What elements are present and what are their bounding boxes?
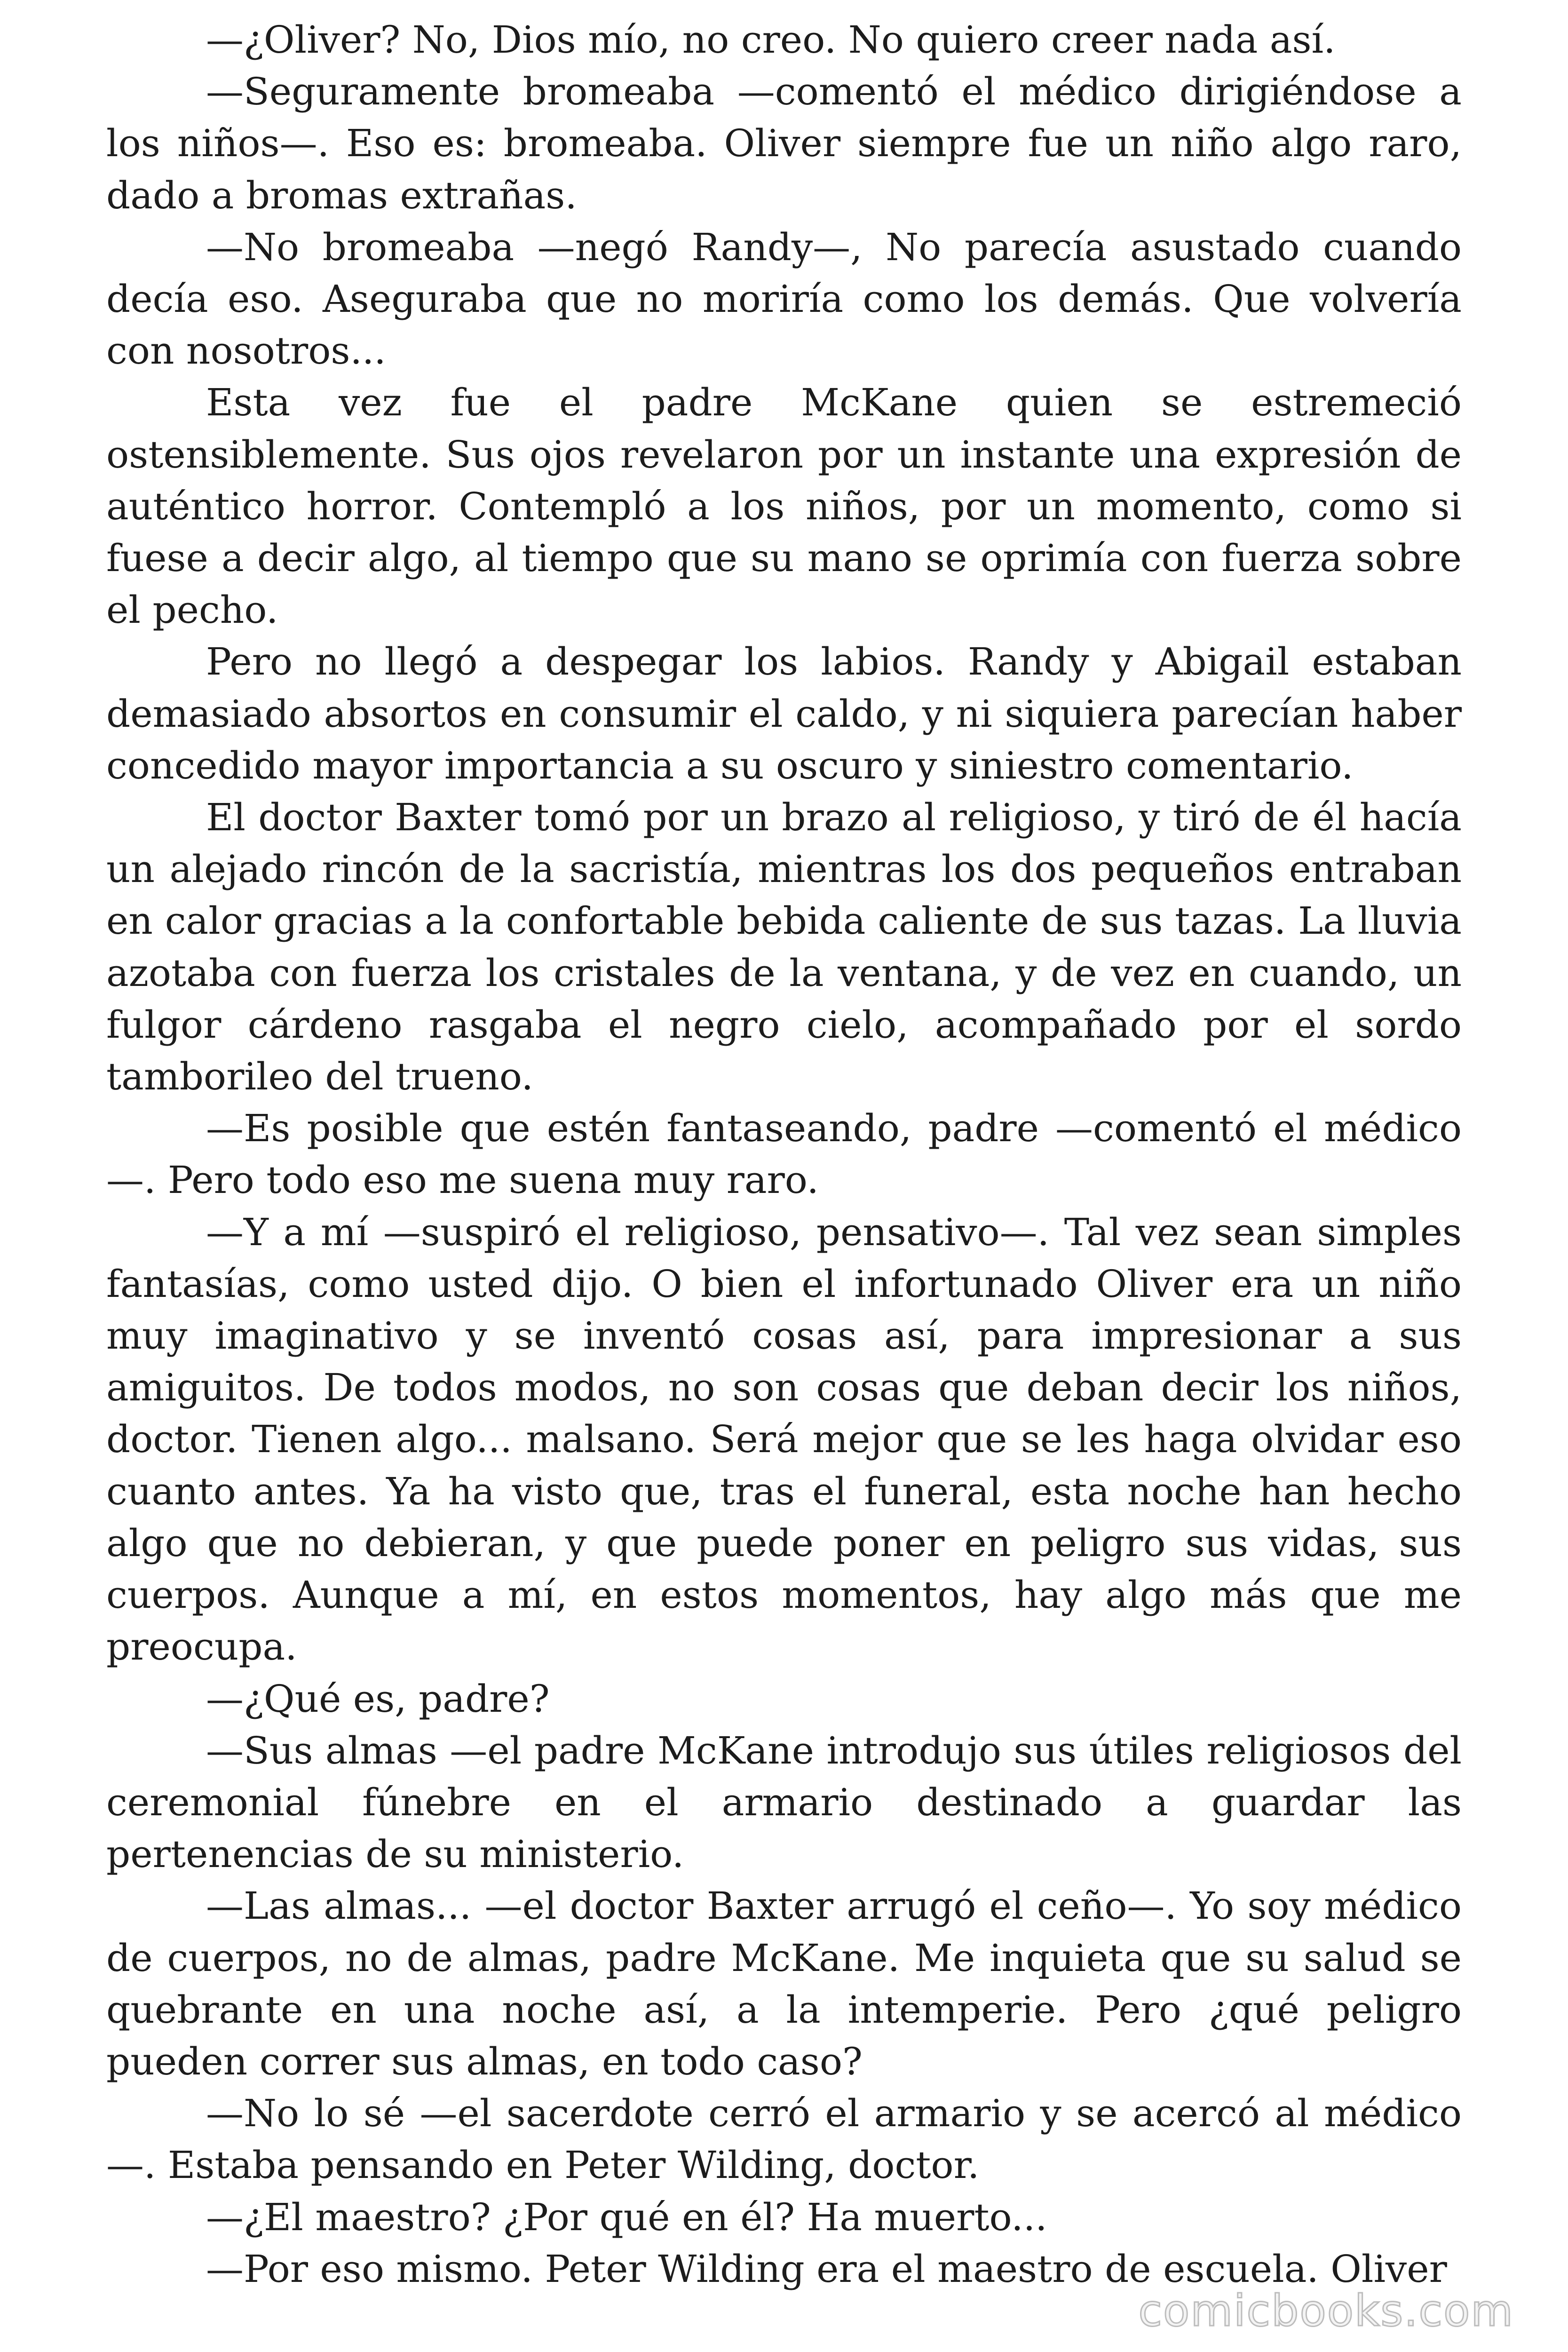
paragraph: —No bromeaba —negó Randy—, No parecía asustado cuando decía eso. Aseguraba que no moriría como los demás. Que volvería con nosotros... [106, 225, 1462, 373]
paragraph: —¿El maestro? ¿Por qué en él? Ha muerto... [206, 2195, 1047, 2239]
paragraph: —¿Oliver? No, Dios mío, no creo. No quiero creer nada así. [206, 18, 1336, 62]
paragraph: —Sus almas —el padre McKane introdujo sus útiles religiosos del ceremonial fúnebre en el armario destinado a guardar las pertenencias de su ministerio. [106, 1728, 1462, 1876]
watermark: comicbooks.com [1138, 2286, 1514, 2336]
paragraph: —Seguramente bromeaba —comentó el médico dirigiéndose a los niños—. Eso es: bromeaba. Oliver siempre fue un niño algo raro, dado a bromas extrañas. [106, 70, 1462, 217]
page-text [106, 14, 1462, 2295]
paragraph: —No lo sé —el sacerdote cerró el armario y se acercó al médico —. Estaba pensando en Peter Wilding, doctor. [106, 2091, 1462, 2187]
paragraph: —Es posible que estén fantaseando, padre —comentó el médico —. Pero todo eso me suena muy raro. [106, 1106, 1462, 1202]
paragraph: Pero no llegó a despegar los labios. Randy y Abigail estaban demasiado absortos en consumir el caldo, y ni siquiera parecían haber concedido mayor importancia a su oscuro y siniestro comentario. [106, 640, 1462, 787]
paragraph: El doctor Baxter tomó por un brazo al religioso, y tiró de él hacía un alejado rincón de la sacristía, mientras los dos pequeños entraban en calor gracias a la confortable bebida caliente de sus tazas. La lluvia azotaba con fuerza los cristales de la ventana, y de vez en cuando, un fulgor cárdeno rasgaba el negro cielo, acompañado por el sordo tamborileo del trueno. [106, 795, 1462, 1099]
paragraph: —¿Qué es, padre? [206, 1677, 550, 1721]
paragraph: —Las almas... —el doctor Baxter arrugó el ceño—. Yo soy médico de cuerpos, no de almas, padre McKane. Me inquieta que su salud se quebrante en una noche así, a la intemperie. Pero ¿qué peligro pueden correr sus almas, en todo caso? [106, 1884, 1462, 2083]
paragraph: —Por eso mismo. Peter Wilding era el maestro de escuela. Oliver [206, 2247, 1447, 2291]
paragraph: Esta vez fue el padre McKane quien se estremeció ostensiblemente. Sus ojos revelaron por un instante una expresión de auténtico horror. Contempló a los niños, por un momento, como si fuese a decir algo, al tiempo que su mano se oprimía con fuerza sobre el pecho. [106, 381, 1462, 632]
paragraph: —Y a mí —suspiró el religioso, pensativo—. Tal vez sean simples fantasías, como usted dijo. O bien el infortunado Oliver era un niño muy imaginativo y se inventó cosas así, para impresionar a sus amiguitos. De todos modos, no son cosas que deban decir los niños, doctor. Tienen algo... malsano. Será mejor que se les haga olvidar eso cuanto antes. Ya ha visto que, tras el funeral, esta noche han hecho algo que no debieran, y que puede poner en peligro sus vidas, sus cuerpos. Aunque a mí, en estos momentos, hay algo más que me preocupa. [106, 1210, 1462, 1669]
